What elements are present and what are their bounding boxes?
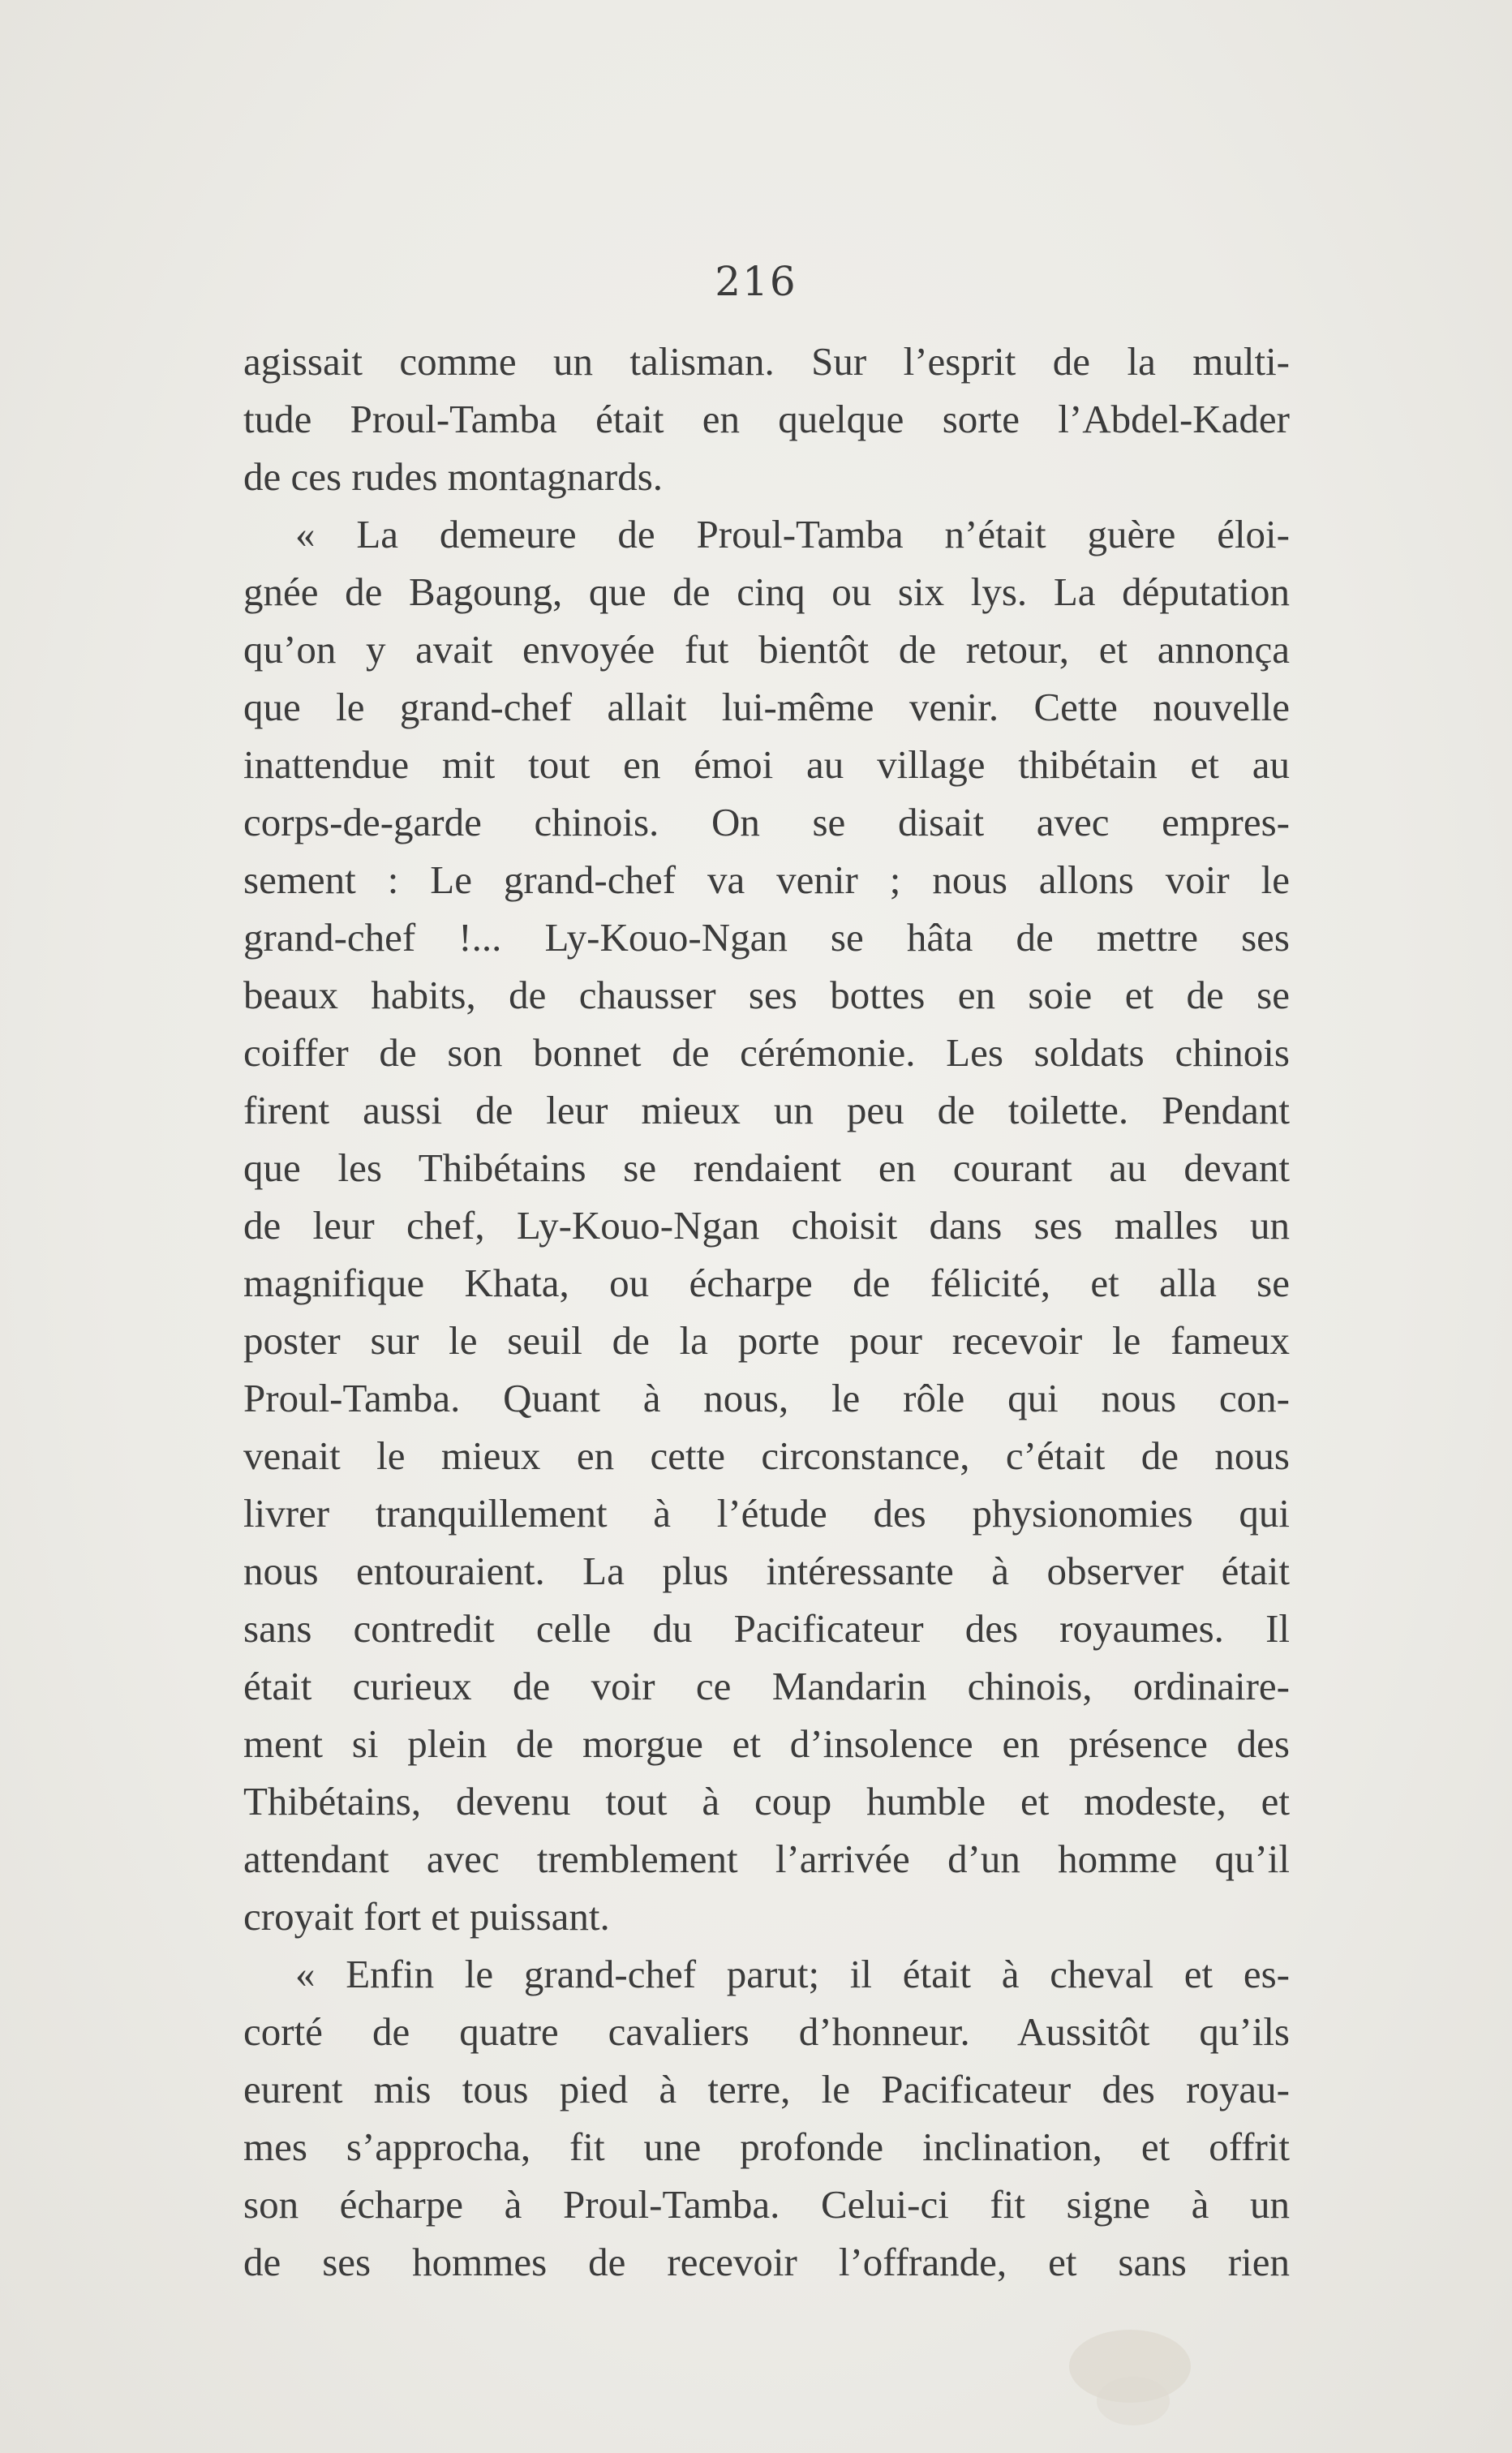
text-line: corté de quatre cavaliers d’honneur. Aussitôt qu’ils — [243, 2009, 1290, 2054]
text-line: que les Thibétains se rendaient en courant au devant — [243, 1145, 1290, 1190]
text-line: grand-chef !... Ly-Kouo-Ngan se hâta de mettre ses — [243, 915, 1290, 960]
text-line: magnifique Khata, ou écharpe de félicité, et alla se — [243, 1261, 1290, 1305]
page-number: 216 — [715, 258, 797, 305]
text-line: mes s’approcha, fit une profonde inclination, et offrit — [243, 2124, 1290, 2169]
text-line: firent aussi de leur mieux un peu de toilette. Pendant — [243, 1088, 1290, 1132]
text-line: eurent mis tous pied à terre, le Pacificateur des royau- — [243, 2067, 1290, 2111]
text-line: « La demeure de Proul-Tamba n’était guère éloi- — [295, 512, 1290, 556]
text-line: de leur chef, Ly-Kouo-Ngan choisit dans ses malles un — [243, 1203, 1290, 1248]
text-line: livrer tranquillement à l’étude des physionomies qui — [243, 1491, 1290, 1536]
text-line: gnée de Bagoung, que de cinq ou six lys. La députation — [243, 569, 1290, 614]
text-line: attendant avec tremblement l’arrivée d’un homme qu’il — [243, 1837, 1290, 1881]
text-line: inattendue mit tout en émoi au village thibétain et au — [243, 742, 1290, 787]
text-line: agissait comme un talisman. Sur l’esprit de la multi- — [243, 339, 1290, 384]
text-line: tude Proul-Tamba était en quelque sorte l’Abdel-Kader — [243, 397, 1290, 441]
text-line: « Enfin le grand-chef parut; il était à cheval et es- — [295, 1952, 1290, 1996]
text-line: coiffer de son bonnet de cérémonie. Les soldats chinois — [243, 1030, 1290, 1075]
text-line: sement : Le grand-chef va venir ; nous allons voir le — [243, 857, 1290, 902]
text-line: qu’on y avait envoyée fut bientôt de retour, et annonça — [243, 627, 1290, 672]
text-line: sans contredit celle du Pacificateur des royaumes. Il — [243, 1606, 1290, 1651]
text-line: de ces rudes montagnards. — [243, 454, 664, 499]
paper-stain — [1097, 2377, 1170, 2425]
text-line: croyait fort et puissant. — [243, 1894, 610, 1939]
text-line: corps-de-garde chinois. On se disait avec empres- — [243, 800, 1290, 844]
text-line: ment si plein de morgue et d’insolence en présence des — [243, 1721, 1290, 1766]
text-line: son écharpe à Proul-Tamba. Celui-ci fit signe à un — [243, 2182, 1290, 2227]
text-line: venait le mieux en cette circonstance, c’était de nous — [243, 1433, 1290, 1478]
text-line: Proul-Tamba. Quant à nous, le rôle qui nous con- — [243, 1376, 1290, 1420]
text-line: nous entouraient. La plus intéressante à observer était — [243, 1549, 1290, 1593]
text-line: que le grand-chef allait lui-même venir. Cette nouvelle — [243, 685, 1290, 729]
text-line: était curieux de voir ce Mandarin chinois, ordinaire- — [243, 1664, 1290, 1708]
text-line: beaux habits, de chausser ses bottes en soie et de se — [243, 973, 1290, 1017]
text-line: de ses hommes de recevoir l’offrande, et sans rien — [243, 2240, 1290, 2284]
body-text — [243, 333, 1290, 2291]
text-line: Thibétains, devenu tout à coup humble et modeste, et — [243, 1779, 1290, 1824]
text-line: poster sur le seuil de la porte pour recevoir le fameux — [243, 1318, 1290, 1363]
